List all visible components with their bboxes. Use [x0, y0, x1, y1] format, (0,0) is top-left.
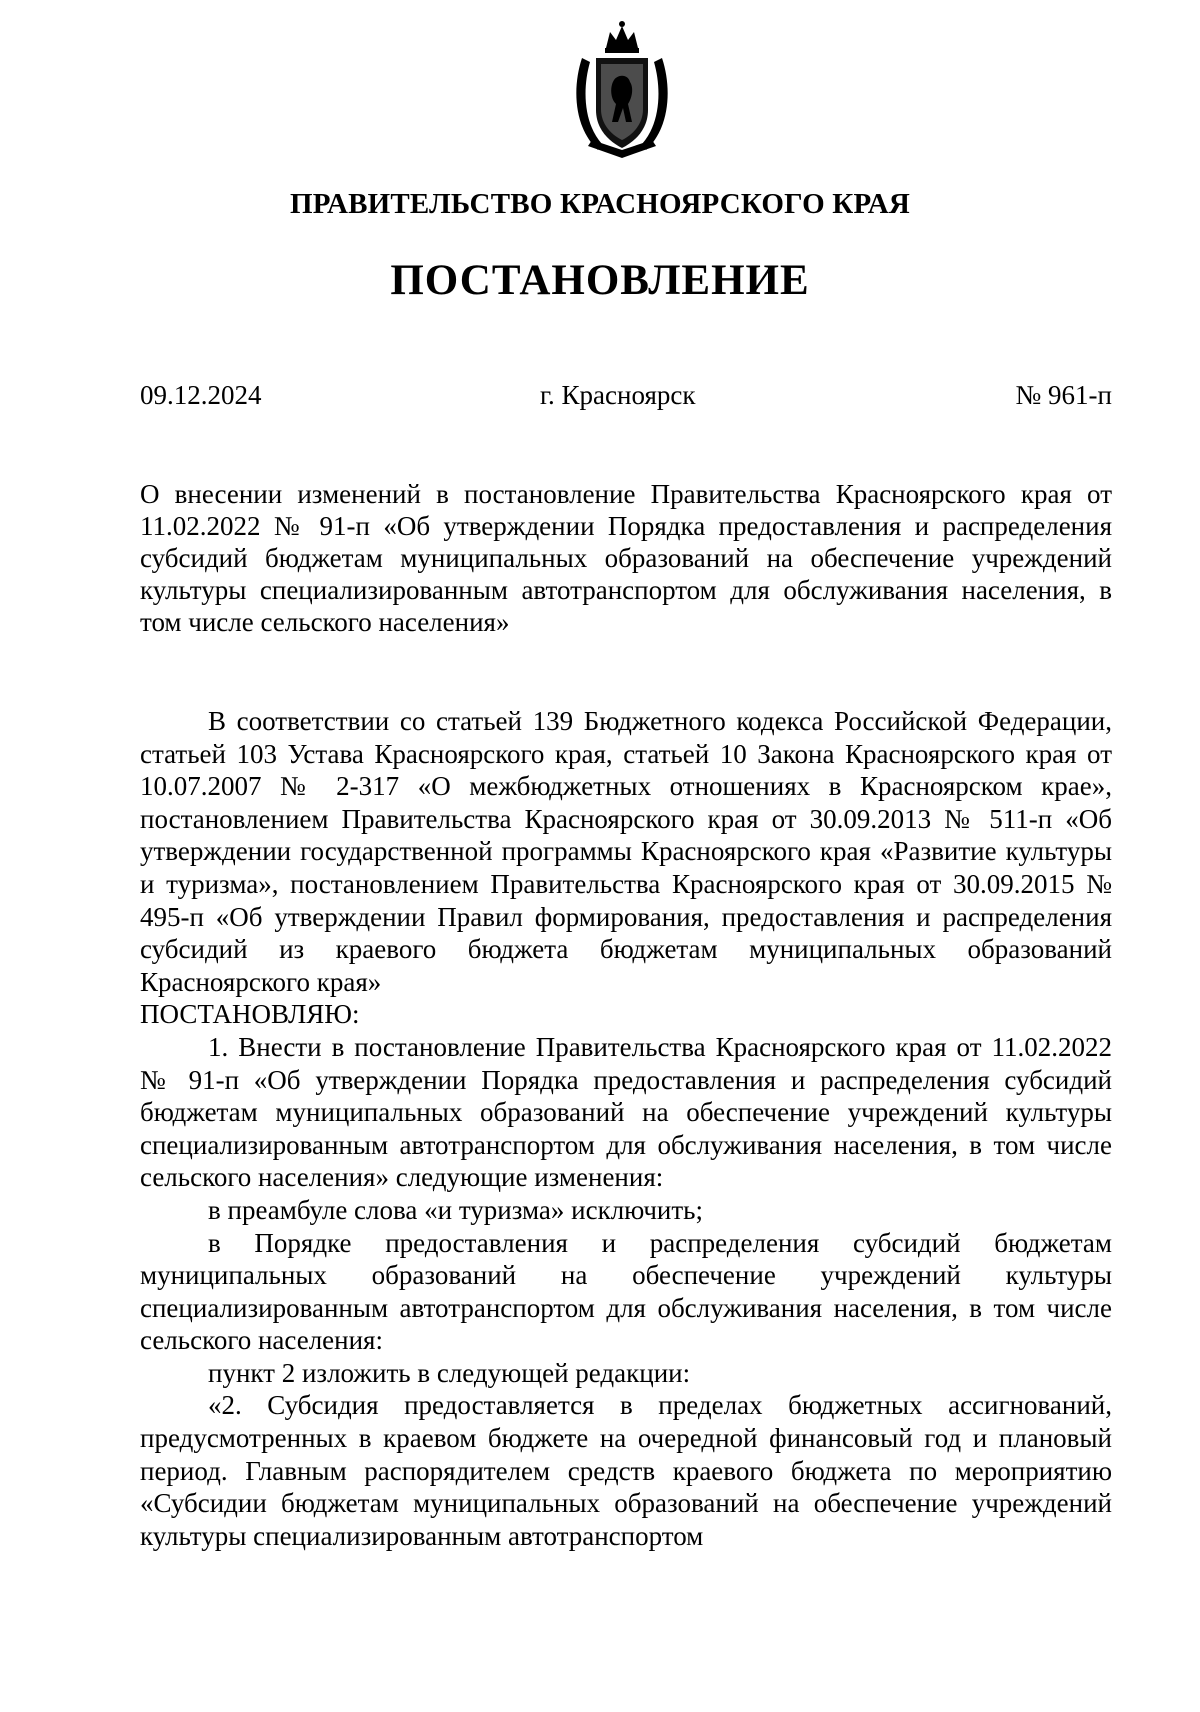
change-point-2-paragraph: пункт 2 изложить в следующей редакции:	[208, 1357, 691, 1388]
document-number: № 961-п	[1015, 380, 1112, 410]
preamble-paragraph: В соответствии со статьей 139 Бюджетного кодекса Российской Федерации, статьей 103 Устава Красноярского края, статьей 10 Закона Красноярского края от 10.07.2007 № 2-317 «О межбюджетных отношениях в Красноярском крае», постановлением Правительства Красноярского края от 30.09.2013 № 511-п «Об утверждении государственной программы Красноярского края «Развитие культуры и туризма», постановлением Правительства Красноярского края от 30.09.2015 № 495-п «Об утверждении Правил формирования, предоставления и распределения субсидий из краевого бюджета бюджетам муниципальных образований Красноярского края»	[140, 706, 1112, 997]
document-title: О внесении изменений в постановление Правительства Красноярского края от 11.02.2022 № 91-п «Об утверждении Порядка предоставления и распределения субсидий бюджетам муниципальных образований на обеспечение учреждений культуры специализированным автотранспортом для обслуживания населения, в том числе сельского населения»	[140, 479, 1112, 637]
item-1-paragraph: 1. Внести в постановление Правительства Красноярского края от 11.02.2022 № 91-п «Об утверждении Порядка предоставления и распределения субсидий бюджетам муниципальных образований на обеспечение учреждений культуры специализированным автотранспортом для обслуживания населения, в том числе сельского населения» следующие изменения:	[140, 1031, 1112, 1193]
document-meta-row	[140, 380, 1112, 416]
quoted-point-2-paragraph: «2. Субсидия предоставляется в пределах бюджетных ассигнований, предусмотренных в краевом бюджете на очередной финансовый год и плановый период. Главным распорядителем средств краевого бюджета по мероприятию «Субсидии бюджетам муниципальных образований на обеспечение учреждений культуры специализированным автотранспортом	[140, 1390, 1112, 1551]
document-type: ПОСТАНОВЛЕНИЕ	[390, 257, 810, 304]
change-preamble-paragraph: в преамбуле слова «и туризма» исключить;	[208, 1194, 703, 1225]
decree-word: ПОСТАНОВЛЯЮ:	[140, 999, 360, 1030]
change-procedure-paragraph: в Порядке предоставления и распределения субсидий бюджетам муниципальных образований на обеспечение учреждений культуры специализированным автотранспортом для обслуживания населения, в том числе сельского населения:	[140, 1227, 1112, 1356]
document-body	[140, 705, 1112, 1552]
document-date: 09.12.2024	[140, 380, 262, 410]
coat-of-arms-icon	[568, 18, 676, 160]
organization-name: ПРАВИТЕЛЬСТВО КРАСНОЯРСКОГО КРАЯ	[289, 188, 911, 220]
document-city: г. Красноярск	[540, 380, 696, 410]
